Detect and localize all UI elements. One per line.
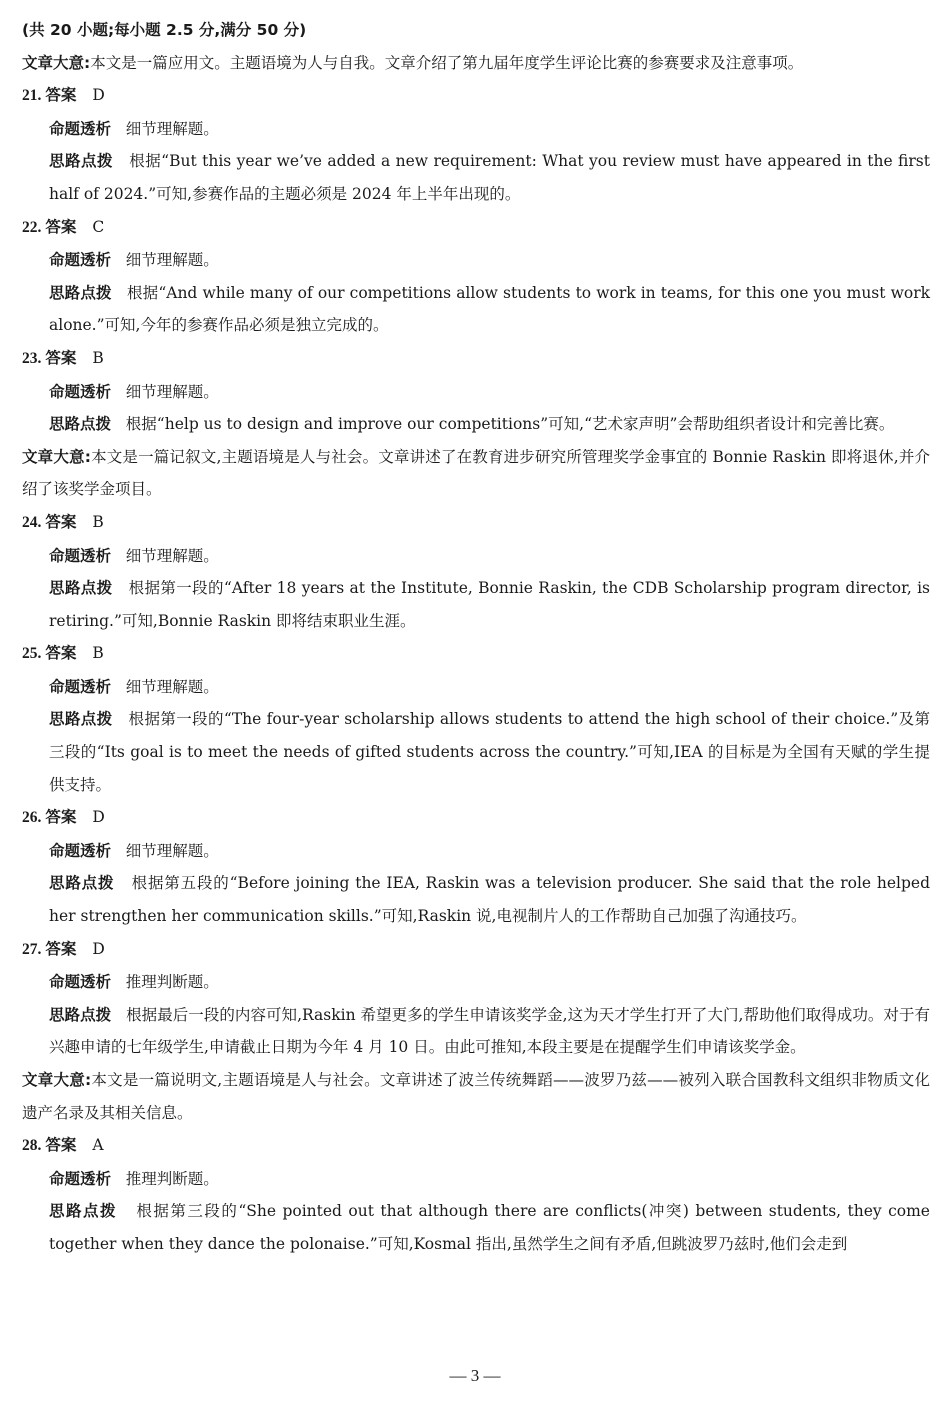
analysis-label: 命题透析: [49, 382, 112, 401]
answer-value: C: [92, 217, 105, 236]
answer-value: D: [92, 808, 105, 827]
hint-label: 思路点拨: [49, 415, 112, 434]
answer-value: D: [92, 939, 105, 958]
hint-text: 根据第五段的“Before joining the IEA, Raskin was a television producer. She said that the role helped her strengthen her communication skills.”可知,Raskin 说,电视制片人的工作帮助自己加强了沟通技巧。: [49, 874, 930, 926]
summary-text: 本文是一篇说明文,主题语境是人与社会。文章讲述了波兰传统舞蹈——波罗乃兹——被列入联合国教科文组织非物质文化遗产名录及其相关信息。: [22, 1071, 930, 1122]
analysis-label: 命题透析: [49, 251, 112, 270]
hint-label: 思路点拨: [49, 1005, 112, 1024]
score-note: (共 20 小题;每小题 2.5 分,满分 50 分): [22, 21, 307, 39]
passage-summary: [22, 441, 930, 506]
question-number: 22.: [22, 218, 42, 236]
question-number: 26.: [22, 809, 42, 827]
analysis-label: 命题透析: [49, 973, 112, 992]
question-number: 25.: [22, 645, 42, 663]
question-item: [22, 211, 930, 342]
question-number: 24.: [22, 513, 42, 531]
summary-label: 文章大意:: [22, 1071, 92, 1089]
hint-text: 根据“But this year we’ve added a new requirement: What you review must have appeared in the first half of 2024.”可知,参赛作品的主题必须是 2024 年上半年出现的。: [49, 152, 930, 203]
hint-text: 根据第三段的“She pointed out that although there are conflicts(冲突) between students, they come together when they dance the polonaise.”可知,Kosmal 指出,虽然学生之间有矛盾,但跳波罗乃兹时,他们会走到: [49, 1202, 930, 1253]
answer-value: B: [92, 348, 104, 367]
question-item: [22, 79, 930, 210]
answer-label: 答案: [45, 808, 77, 827]
answer-label: 答案: [45, 217, 77, 236]
analysis-text: 细节理解题。: [125, 677, 219, 696]
answer-label: 答案: [45, 1136, 77, 1155]
answer-label: 答案: [45, 348, 77, 367]
hint-label: 思路点拨: [49, 283, 112, 302]
summary-label: 文章大意:: [22, 447, 91, 466]
hint-text: 根据最后一段的内容可知,Raskin 希望更多的学生申请该奖学金,这为天才学生打开了大门,帮助他们取得成功。对于有兴趣申请的七年级学生,申请截止日期为今年 4 月 10 日。由此可推知,本段主要是在提醒学生们申请该奖学金。: [49, 1005, 931, 1057]
page-number: — 3 —: [449, 1366, 501, 1385]
passage-block: [22, 1064, 930, 1261]
answer-value: D: [92, 86, 105, 105]
question-item: [22, 933, 930, 1064]
hint-label: 思路点拨: [49, 710, 113, 729]
passage-summary: [22, 47, 930, 80]
answer-label: 答案: [45, 86, 77, 105]
question-item: [22, 801, 930, 932]
answer-value: B: [92, 644, 104, 663]
question-item: [22, 342, 930, 441]
question-item: [22, 506, 930, 637]
question-number: 28.: [22, 1137, 42, 1155]
hint-text: 根据“And while many of our competitions allow students to work in teams, for this one you must work alone.”可知,今年的参赛作品必须是独立完成的。: [49, 283, 930, 335]
analysis-text: 细节理解题。: [125, 119, 219, 138]
analysis-text: 细节理解题。: [125, 251, 219, 270]
answer-label: 答案: [45, 644, 77, 663]
question-number: 23.: [22, 349, 42, 367]
passage-block: [22, 441, 930, 1064]
summary-text: 本文是一篇记叙文,主题语境是人与社会。文章讲述了在教育进步研究所管理奖学金事宜的 Bonnie Raskin 即将退休,并介绍了该奖学金项目。: [22, 447, 930, 499]
summary-label: 文章大意:: [22, 53, 91, 72]
question-number: 27.: [22, 940, 42, 958]
passage-block: [22, 47, 930, 441]
answer-label: 答案: [45, 512, 77, 531]
analysis-label: 命题透析: [49, 546, 112, 565]
hint-text: 根据“help us to design and improve our competitions”可知,“艺术家声明”会帮助组织者设计和完善比赛。: [125, 415, 895, 434]
hint-text: 根据第一段的“After 18 years at the Institute, Bonnie Raskin, the CDB Scholarship program director, is retiring.”可知,Bonnie Raskin 即将结束职业生涯。: [49, 579, 930, 630]
analysis-label: 命题透析: [49, 1169, 112, 1188]
answer-value: A: [92, 1136, 104, 1155]
answer-value: B: [92, 512, 104, 531]
analysis-text: 细节理解题。: [125, 382, 219, 401]
hint-label: 思路点拨: [49, 874, 115, 893]
analysis-text: 推理判断题。: [125, 1169, 219, 1188]
hint-text: 根据第一段的“The four-year scholarship allows students to attend the high school of their choice.”及第三段的“Its goal is to meet the needs of gifted students across the country.”可知,IEA 的目标是为全国有天赋的学生提供支持。: [49, 710, 930, 794]
question-item: [22, 1129, 930, 1260]
analysis-text: 推理判断题。: [125, 973, 219, 992]
analysis-label: 命题透析: [49, 841, 112, 860]
analysis-text: 细节理解题。: [125, 546, 219, 565]
hint-label: 思路点拨: [49, 1202, 118, 1221]
analysis-label: 命题透析: [49, 119, 112, 138]
question-number: 21.: [22, 87, 42, 105]
hint-label: 思路点拨: [49, 152, 113, 171]
question-item: [22, 637, 930, 801]
passage-summary: [22, 1064, 930, 1129]
summary-text: 本文是一篇应用文。主题语境为人与自我。文章介绍了第九届年度学生评论比赛的参赛要求及注意事项。: [90, 53, 804, 72]
answer-key-page: [22, 14, 930, 1261]
analysis-text: 细节理解题。: [125, 841, 219, 860]
answer-label: 答案: [45, 939, 77, 958]
hint-label: 思路点拨: [49, 579, 113, 598]
analysis-label: 命题透析: [49, 677, 112, 696]
